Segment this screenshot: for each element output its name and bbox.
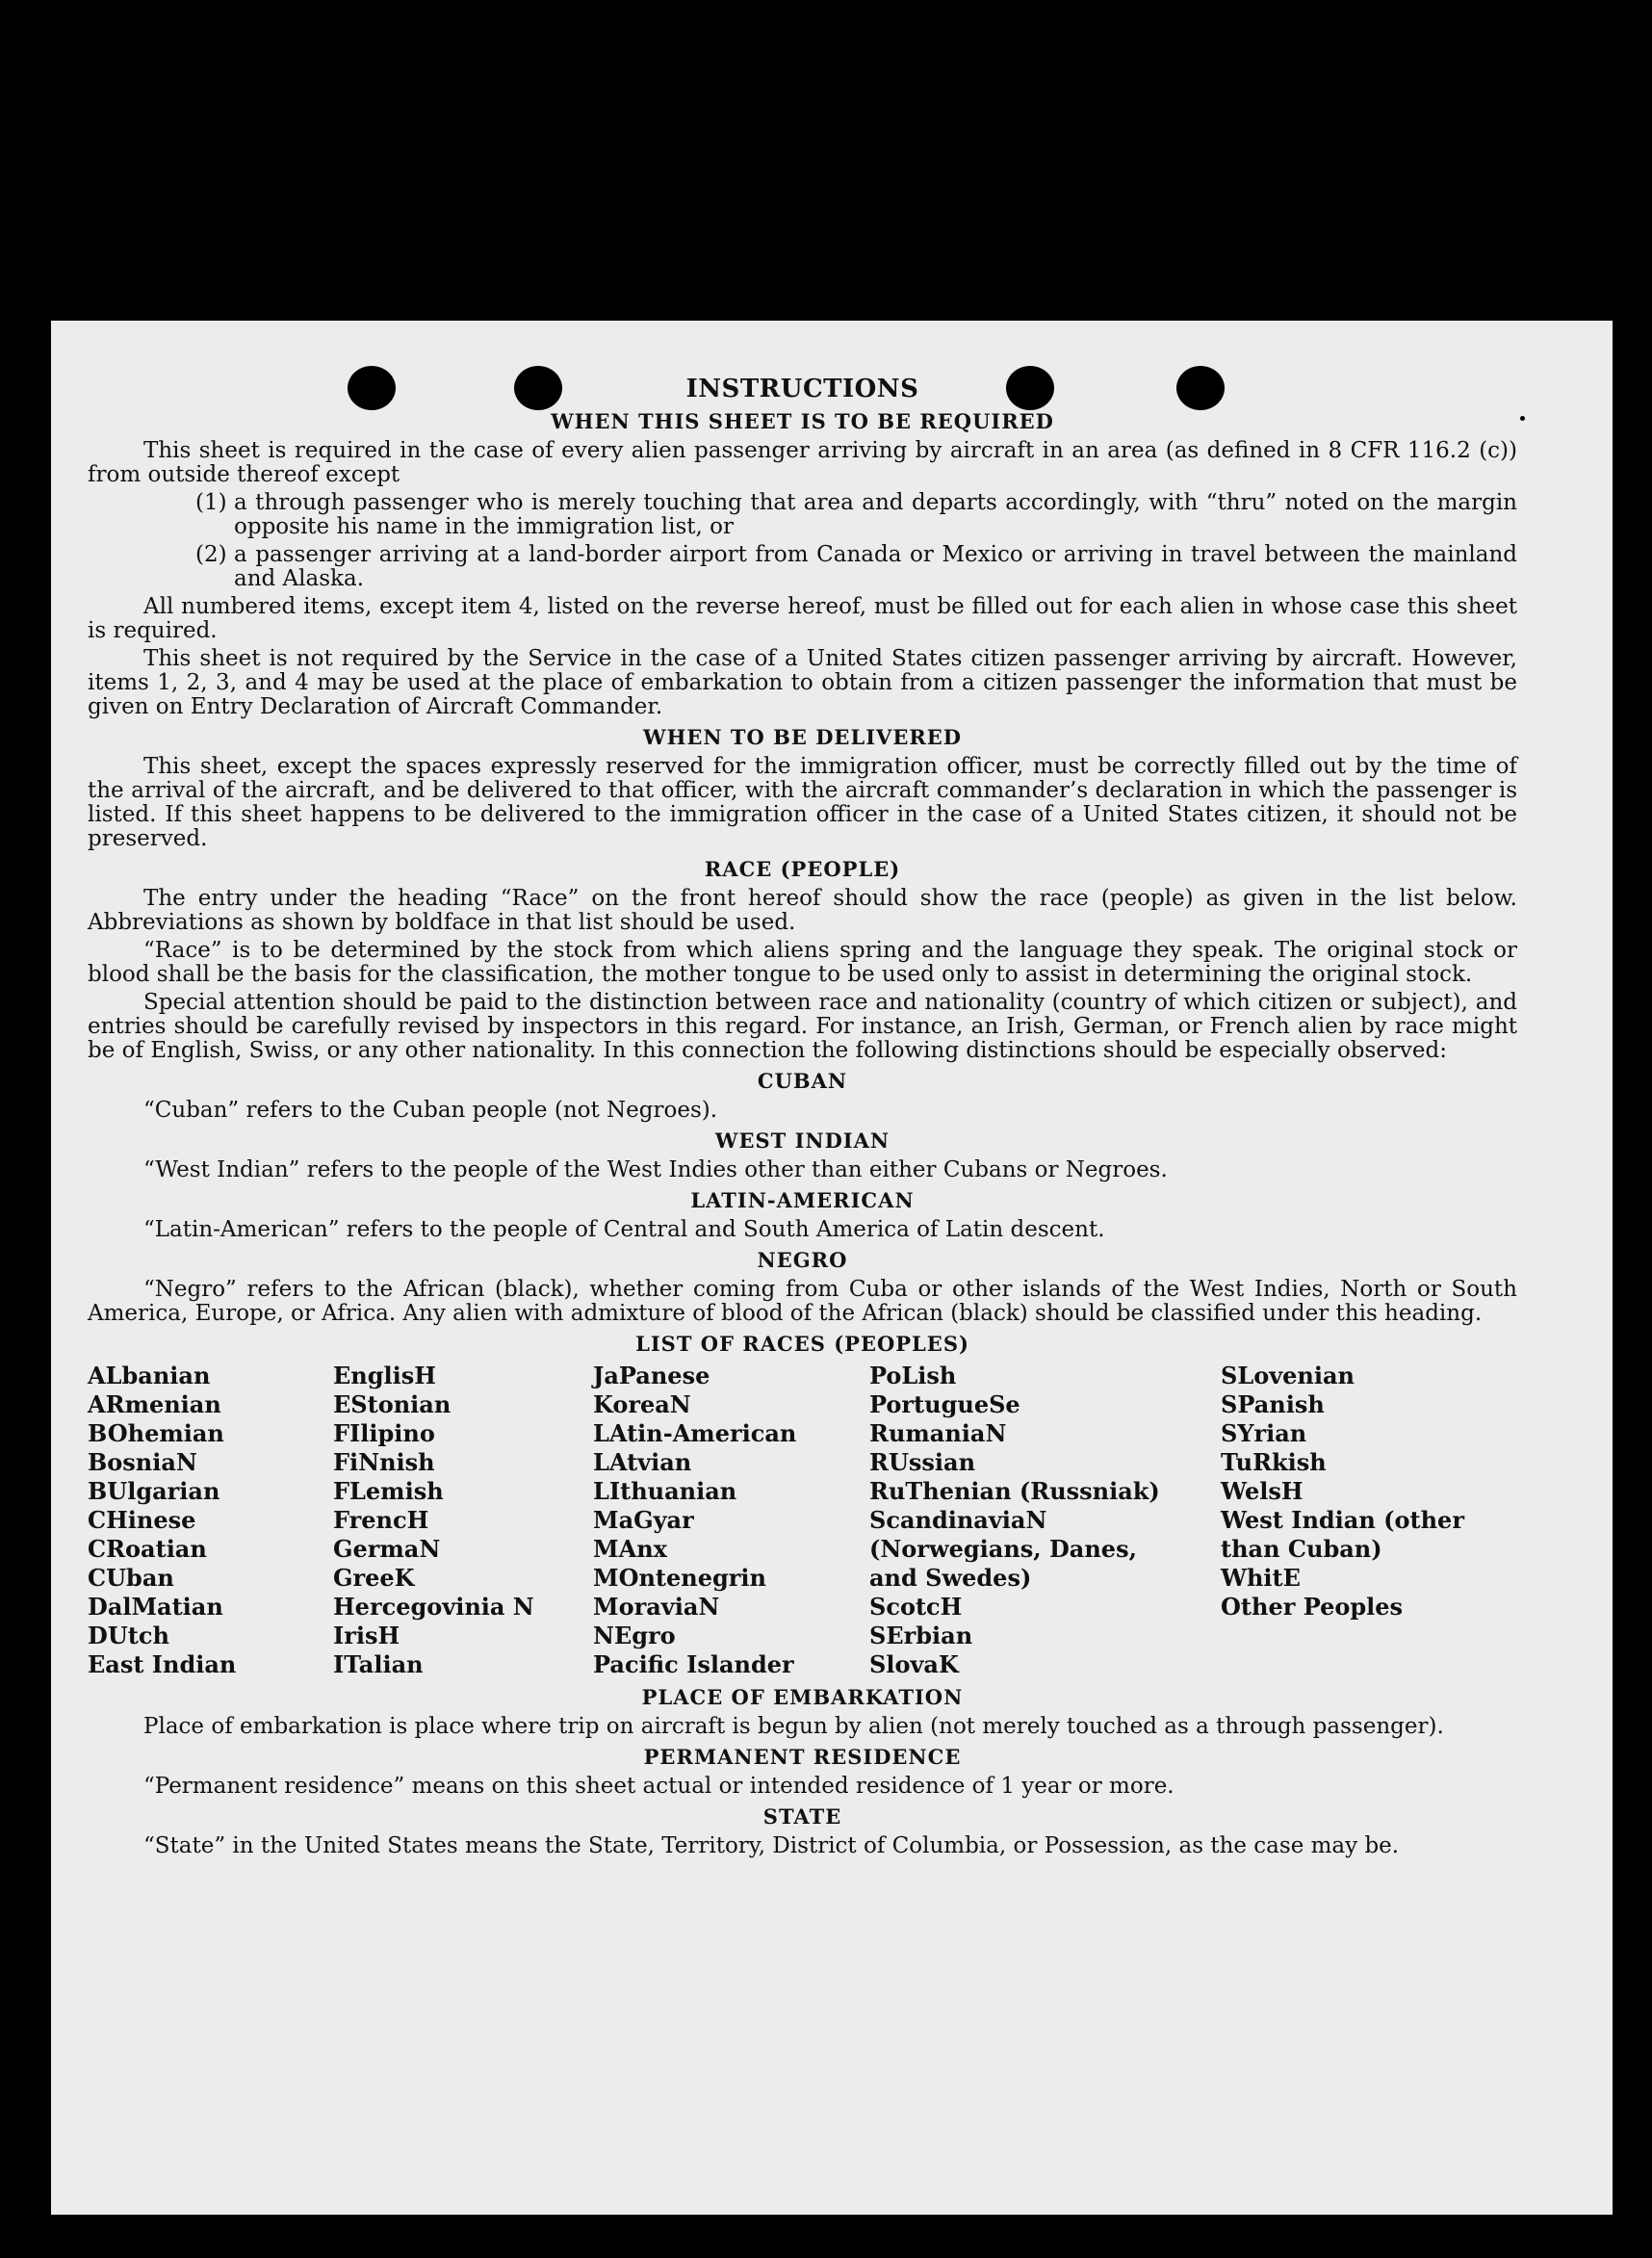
item-number: (1)	[195, 490, 227, 515]
race-column	[88, 1362, 333, 1679]
page-title: INSTRUCTIONS	[685, 375, 919, 403]
race-entry: GermaN	[333, 1535, 441, 1563]
paragraph: This sheet is required in the case of every alien passenger arriving by aircraft in an area (as defined in 8 CFR 116.2 (c)) from outside thereof except	[88, 438, 1517, 487]
race-list	[88, 1362, 1517, 1679]
paragraph: All numbered items, except item 4, listed on the reverse hereof, must be filled out for each alien in whose case this sheet is required.	[88, 594, 1517, 643]
item-text: a passenger arriving at a land-border airport from Canada or Mexico or arriving in travel between the mainland and Alaska.	[234, 542, 1517, 591]
list-item	[88, 491, 1517, 539]
race-entry: SLovenian	[1221, 1362, 1355, 1389]
race-entry: CHinese	[88, 1506, 196, 1534]
paragraph: The entry under the heading “Race” on the front hereof should show the race (people) as given in the list below. Abbreviations as shown by boldface in that list should be used.	[88, 886, 1517, 935]
race-entry: TuRkish	[1221, 1448, 1327, 1476]
race-entry: ALbanian	[88, 1362, 211, 1389]
paragraph: “State” in the United States means the State, Territory, District of Columbia, or Possession, as the case may be.	[143, 1833, 1400, 1858]
instructions-content	[88, 377, 1517, 1862]
race-entry: CRoatian	[88, 1535, 207, 1563]
race-entry: RUssian	[869, 1448, 976, 1476]
race-entry: PoLish	[869, 1362, 957, 1389]
paragraph: “Latin-American” refers to the people of Central and South America of Latin descent.	[143, 1217, 1105, 1242]
race-entry: ScotcH	[869, 1593, 963, 1621]
race-entry: DalMatian	[88, 1593, 223, 1621]
section-heading-cuban: CUBAN	[757, 1069, 848, 1093]
race-entry: WelsH	[1221, 1477, 1304, 1505]
paragraph: “West Indian” refers to the people of the West Indies other than either Cubans or Negroes.	[143, 1157, 1168, 1182]
race-entry: LAtin-American	[593, 1419, 797, 1447]
race-entry: MaGyar	[593, 1506, 694, 1534]
race-entry: LAtvian	[593, 1448, 692, 1476]
race-entry: ITalian	[333, 1650, 424, 1678]
race-entry: EnglisH	[333, 1362, 436, 1389]
race-entry: GreeK	[333, 1564, 415, 1592]
paragraph: Special attention should be paid to the distinction between race and nationality (country of which citizen or subject), and entries should be carefully revised by inspectors in this regard. For instance, an Irish, German, or French alien by race might be of English, Swiss, or any other nationality. In this connection the following distinctions should be especially observed:	[88, 990, 1517, 1063]
race-entry: West Indian (other than Cuban)	[1221, 1506, 1464, 1563]
section-heading-west-indian: WEST INDIAN	[714, 1129, 891, 1153]
race-entry: RumaniaN	[869, 1419, 1007, 1447]
race-entry: NEgro	[593, 1622, 676, 1649]
race-entry: EStonian	[333, 1390, 452, 1418]
race-entry: SErbian	[869, 1622, 973, 1649]
paragraph: “Negro” refers to the African (black), whether coming from Cuba or other islands of the West Indies, North or South America, Europe, or Africa. Any alien with admixture of blood of the African (black) should be classified under this heading.	[88, 1277, 1517, 1326]
section-heading-list: LIST OF RACES (PEOPLES)	[635, 1332, 969, 1356]
race-entry: IrisH	[333, 1622, 400, 1649]
section-heading-negro: NEGRO	[757, 1248, 848, 1272]
race-entry: FrencH	[333, 1506, 429, 1534]
paragraph: “Cuban” refers to the Cuban people (not Negroes).	[143, 1098, 718, 1123]
race-entry: PortugueSe	[869, 1390, 1020, 1418]
race-entry: East Indian	[88, 1650, 237, 1678]
paragraph: This sheet, except the spaces expressly reserved for the immigration officer, must be correctly filled out by the time of the arrival of the aircraft, and be delivered to that officer, with the aircraft commander’s declaration in which the passenger is listed. If this sheet happens to be delivered to the immigration officer in the case of a United States citizen, it should not be preserved.	[88, 754, 1517, 851]
race-entry: Hercegovinia N	[333, 1593, 534, 1621]
race-entry: RuThenian (Russniak)	[869, 1477, 1160, 1505]
section-heading-race: RACE (PEOPLE)	[704, 857, 901, 881]
item-text: a through passenger who is merely touching that area and departs accordingly, with “thru” noted on the margin opposite his name in the immigration list, or	[234, 490, 1517, 539]
section-heading-delivered: WHEN TO BE DELIVERED	[642, 725, 962, 749]
race-entry: FIlipino	[333, 1419, 435, 1447]
race-entry: WhitE	[1221, 1564, 1301, 1592]
race-column	[1221, 1362, 1471, 1679]
race-entry: ARmenian	[88, 1390, 221, 1418]
section-heading-residence: PERMANENT RESIDENCE	[643, 1745, 962, 1769]
race-entry: MoraviaN	[593, 1593, 720, 1621]
race-entry: BUlgarian	[88, 1477, 220, 1505]
race-entry: BOhemian	[88, 1419, 224, 1447]
race-entry: SlovaK	[869, 1650, 959, 1678]
scan-speck	[1520, 416, 1525, 421]
race-entry: BosniaN	[88, 1448, 197, 1476]
race-column	[869, 1362, 1160, 1679]
race-entry: CUban	[88, 1564, 174, 1592]
race-entry: ScandinaviaN (Norwegians, Danes, and Swedes)	[869, 1506, 1137, 1592]
section-heading-latin-american: LATIN-AMERICAN	[690, 1188, 915, 1212]
section-heading-required: WHEN THIS SHEET IS TO BE REQUIRED	[551, 409, 1054, 433]
race-entry: Pacific Islander	[593, 1650, 794, 1678]
paragraph: “Race” is to be determined by the stock from which aliens spring and the language they speak. The original stock or blood shall be the basis for the classification, the mother tongue to be used only to assist in determining the original stock.	[88, 938, 1517, 987]
scan-speck	[1239, 185, 1244, 188]
list-item	[88, 543, 1517, 591]
race-entry: DUtch	[88, 1622, 169, 1649]
paragraph: “Permanent residence” means on this sheet actual or intended residence of 1 year or more.	[143, 1774, 1174, 1799]
race-column	[333, 1362, 593, 1679]
race-entry: SYrian	[1221, 1419, 1307, 1447]
paragraph: This sheet is not required by the Service in the case of a United States citizen passenger arriving by aircraft. However, items 1, 2, 3, and 4 may be used at the place of embarkation to obtain from a citizen passenger the information that must be given on Entry Declaration of Aircraft Commander.	[88, 646, 1517, 719]
section-heading-embarkation: PLACE OF EMBARKATION	[641, 1685, 964, 1709]
paragraph: Place of embarkation is place where trip on aircraft is begun by alien (not merely touched as a through passenger).	[143, 1714, 1444, 1739]
race-entry: LIthuanian	[593, 1477, 737, 1505]
race-entry: FLemish	[333, 1477, 444, 1505]
race-entry: Other Peoples	[1221, 1593, 1404, 1621]
race-entry: FiNnish	[333, 1448, 435, 1476]
race-entry: MOntenegrin	[593, 1564, 766, 1592]
race-entry: SPanish	[1221, 1390, 1325, 1418]
race-entry: JaPanese	[593, 1362, 710, 1389]
item-number: (2)	[195, 542, 227, 567]
race-column	[593, 1362, 869, 1679]
race-entry: MAnx	[593, 1535, 667, 1563]
race-entry: KoreaN	[593, 1390, 691, 1418]
section-heading-state: STATE	[762, 1804, 842, 1829]
